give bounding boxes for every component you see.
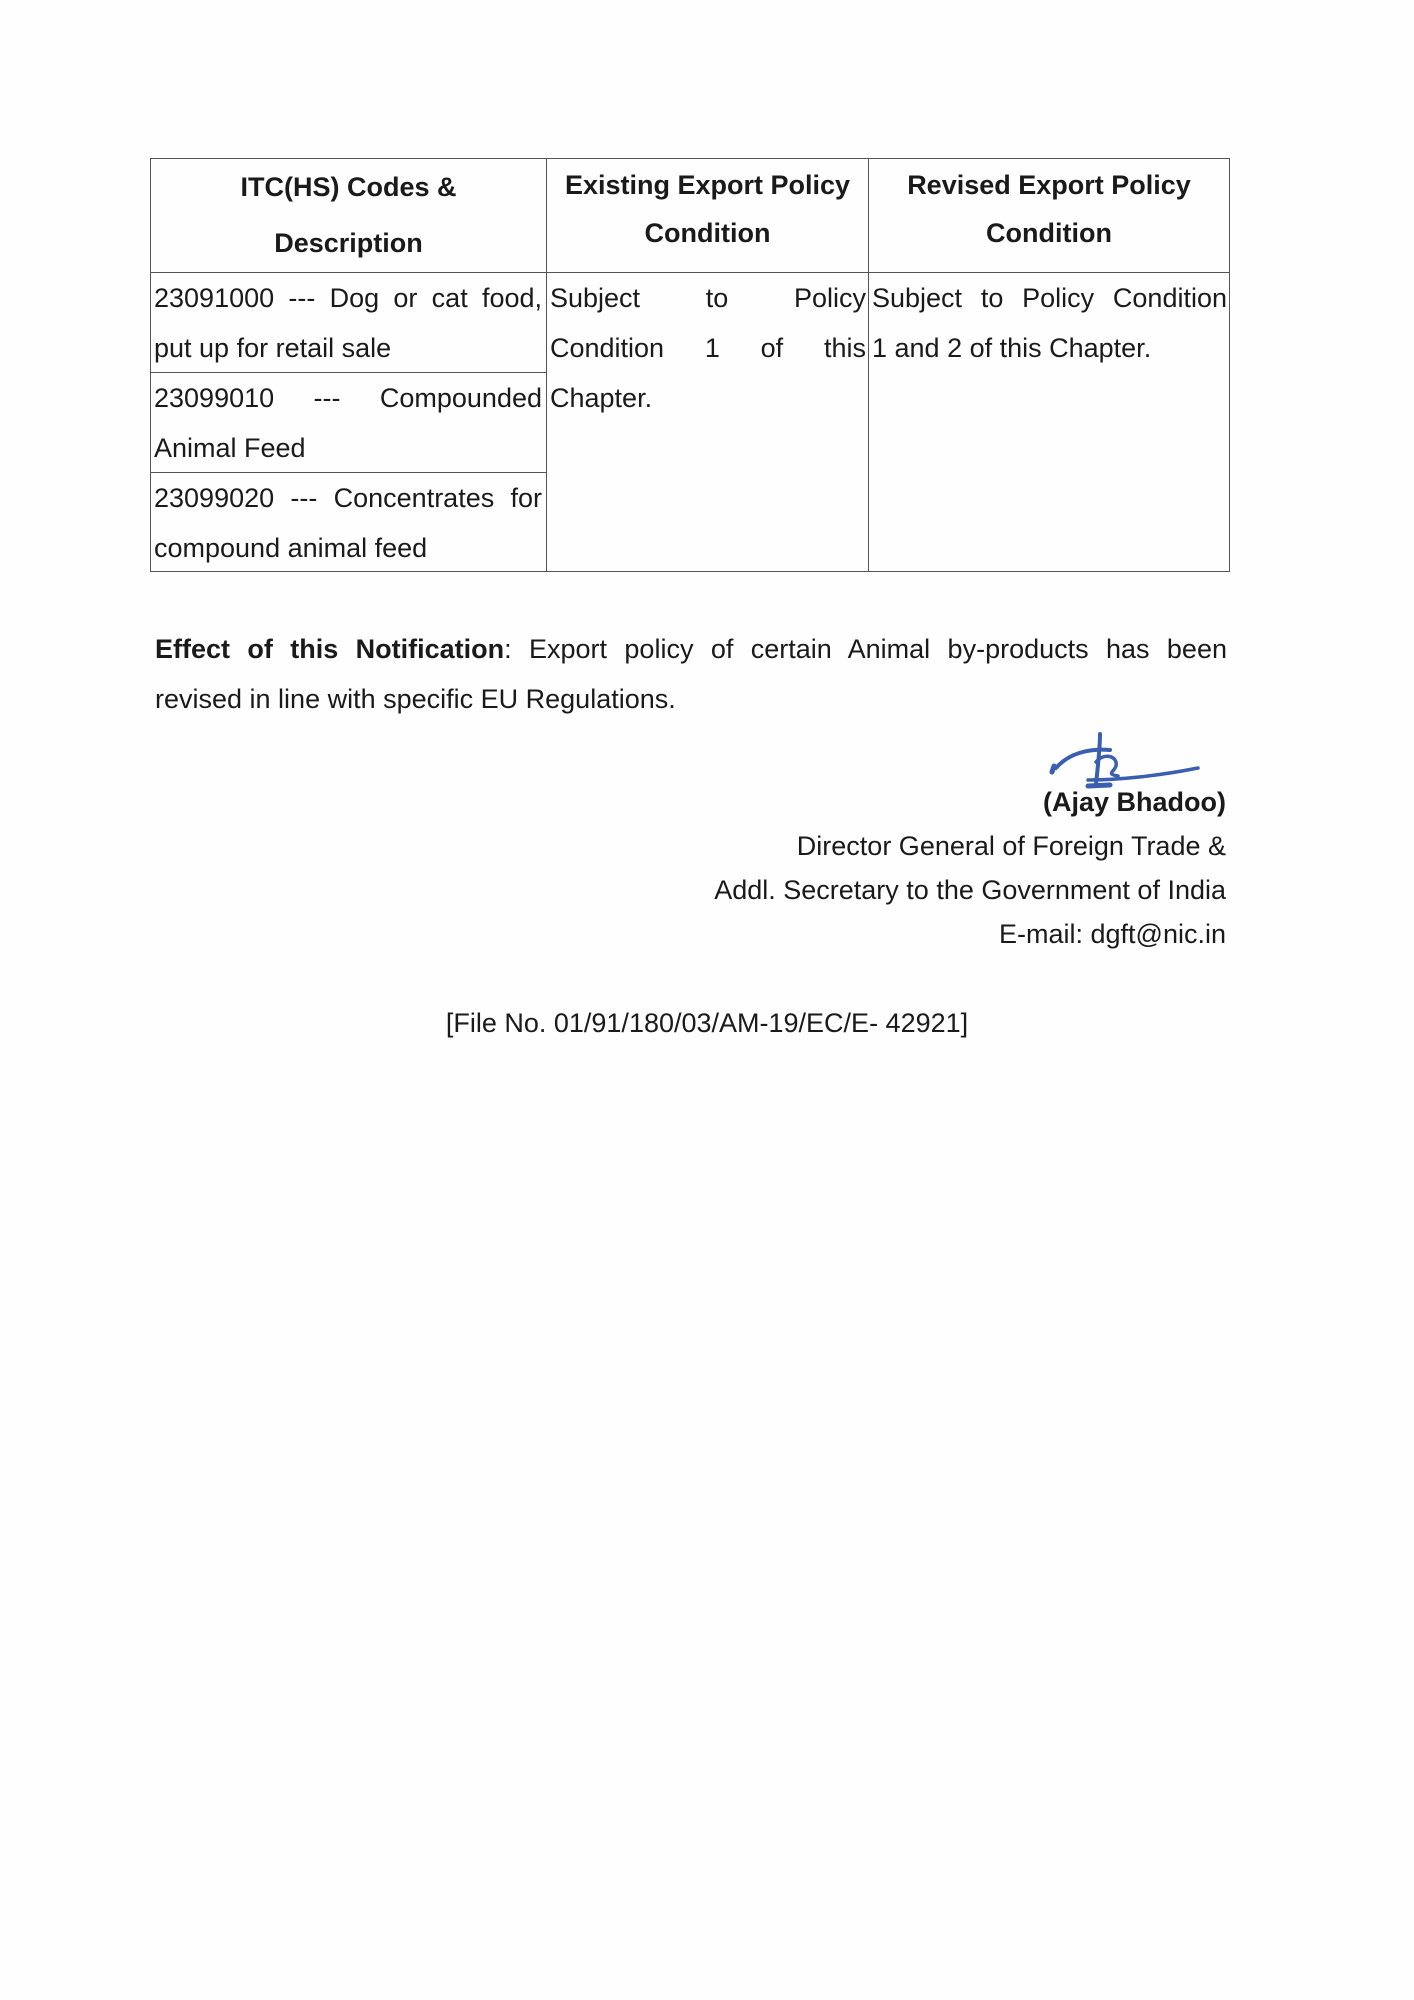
codes-column — [151, 159, 547, 571]
code-description-line1: 23099010 --- Compounded — [154, 383, 542, 413]
table-row — [151, 373, 546, 473]
codes-header-line2: Description — [274, 228, 423, 258]
code-description-line1: 23091000 --- Dog or cat food, — [154, 283, 542, 313]
signatory-email: E-mail: dgft@nic.in — [999, 919, 1226, 949]
file-number: [File No. 01/91/180/03/AM-19/EC/E- 42921] — [445, 1008, 969, 1038]
code-description-line1: 23099020 --- Concentrates for — [154, 483, 542, 513]
existing-condition-line1: Subject to Policy — [550, 283, 866, 313]
revised-condition-header — [869, 159, 1229, 273]
code-description-line2: compound animal feed — [154, 533, 428, 563]
existing-condition-column — [547, 159, 869, 571]
signatory-block — [714, 780, 1226, 956]
signatory-name: (Ajay Bhadoo) — [1042, 787, 1226, 817]
existing-condition-line2: Condition 1 of this — [550, 333, 866, 363]
revised-header-line2: Condition — [986, 218, 1112, 248]
code-description-line2: Animal Feed — [154, 433, 306, 463]
existing-header-line2: Condition — [644, 218, 771, 248]
signatory-designation-1: Director General of Foreign Trade & — [796, 831, 1226, 861]
signatory-designation-2: Addl. Secretary to the Government of India — [714, 875, 1226, 905]
table-row — [151, 273, 546, 373]
effect-line1-text: : Export policy of certain Animal by-products has been — [504, 634, 1227, 664]
effect-of-notification — [155, 624, 1227, 724]
codes-header-line1: ITC(HS) Codes & — [240, 172, 457, 202]
code-description-line2: put up for retail sale — [154, 333, 392, 363]
revised-condition-column — [869, 159, 1229, 571]
revised-condition-line1: Subject to Policy Condition — [872, 283, 1227, 313]
existing-condition-line3: Chapter. — [550, 383, 653, 413]
revised-condition-text — [869, 273, 1229, 373]
export-policy-table — [150, 158, 1230, 572]
revised-condition-line2: 1 and 2 of this Chapter. — [872, 333, 1152, 363]
effect-line1 — [155, 624, 1227, 674]
table-row — [151, 473, 546, 571]
effect-line2: revised in line with specific EU Regulations. — [155, 684, 676, 714]
effect-label: Effect of this Notification — [155, 634, 505, 664]
existing-header-line1: Existing Export Policy — [564, 170, 851, 200]
revised-header-line1: Revised Export Policy — [907, 170, 1191, 200]
existing-condition-text — [547, 273, 868, 423]
existing-condition-header — [547, 159, 868, 273]
codes-header — [151, 159, 546, 273]
